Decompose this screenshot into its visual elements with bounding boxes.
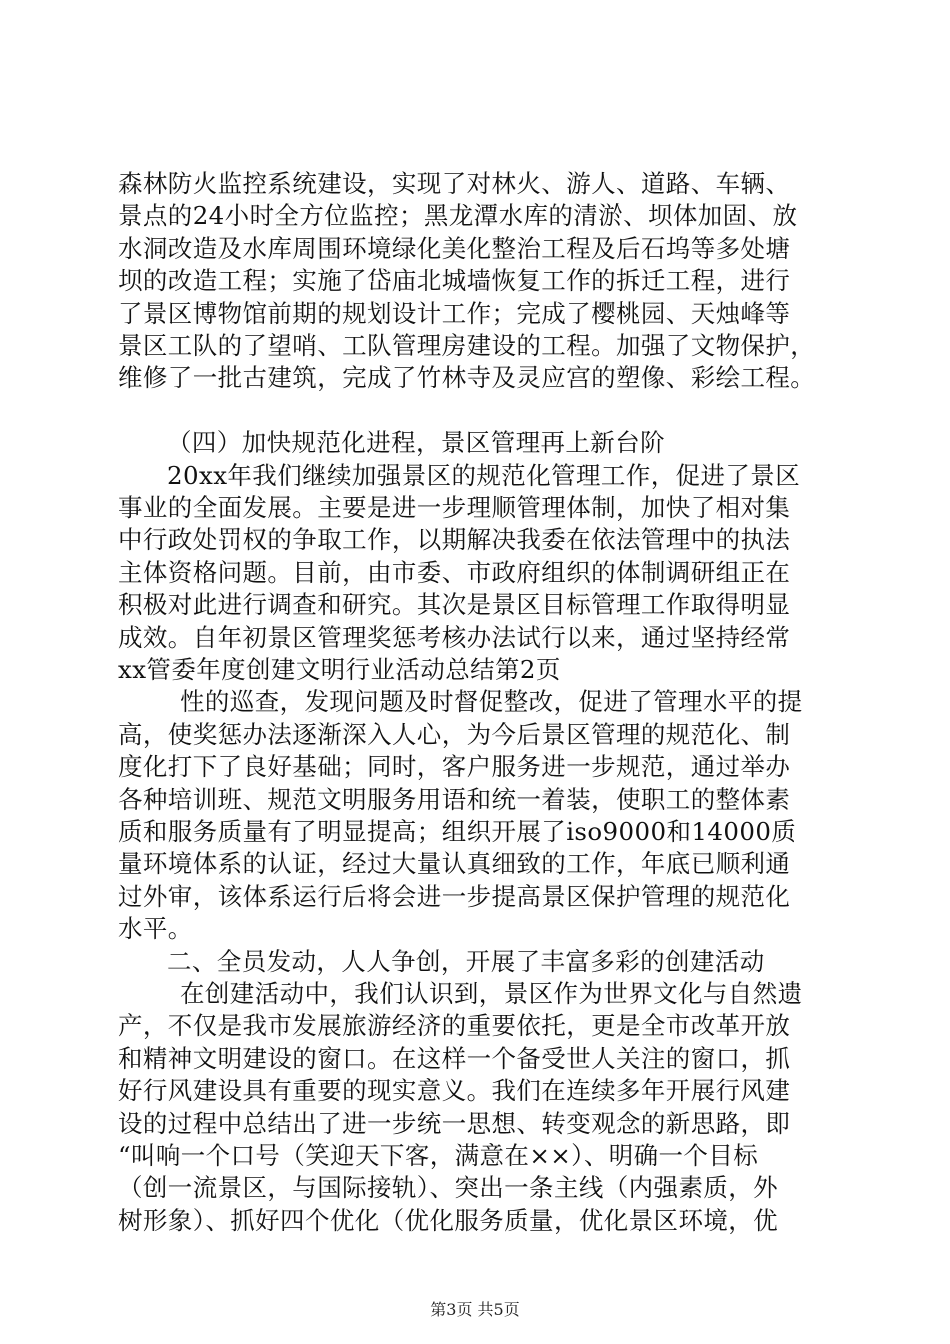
paragraph-2-line-1: 20xx年我们继续加强景区的规范化管理工作，促进了景区 xyxy=(167,461,801,490)
paragraph-1-line-7: 维修了一批古建筑，完成了竹林寺及灵应宫的塑像、彩绘工程。 xyxy=(118,363,816,392)
paragraph-3-line-8: 水平。 xyxy=(118,914,193,943)
paragraph-3-line-2: 高，使奖惩办法逐渐深入人心，为今后景区管理的规范化、制 xyxy=(118,720,791,749)
paragraph-4-line-3: 和精神文明建设的窗口。在这样一个备受世人关注的窗口，抓 xyxy=(118,1044,791,1073)
paragraph-1-line-6: 景区工队的了望哨、工队管理房建设的工程。加强了文物保护， xyxy=(118,331,816,360)
paragraph-3-line-1: 性的巡查，发现问题及时督促整改，促进了管理水平的提 xyxy=(180,687,803,716)
paragraph-4-line-5: 设的过程中总结出了进一步统一思想、转变观念的新思路，即 xyxy=(118,1109,791,1138)
paragraph-4-line-6: “叫响一个口号（笑迎天下客，满意在××）、明确一个目标 xyxy=(118,1141,759,1170)
paragraph-1-line-3: 水洞改造及水库周围环境绿化美化整治工程及后石坞等多处塘 xyxy=(118,234,791,263)
paragraph-1-line-4: 坝的改造工程；实施了岱庙北城墙恢复工作的拆迁工程，进行 xyxy=(118,266,791,295)
paragraph-1-line-1: 森林防火监控系统建设，实现了对林火、游人、道路、车辆、 xyxy=(118,169,791,198)
paragraph-2-line-5: 积极对此进行调查和研究。其次是景区目标管理工作取得明显 xyxy=(118,590,791,619)
paragraph-4-line-4: 好行风建设具有重要的现实意义。我们在连续多年开展行风建 xyxy=(118,1076,791,1105)
paragraph-4-line-8: 树形象）、抓好四个优化（优化服务质量，优化景区环境，优 xyxy=(118,1206,779,1235)
paragraph-3-line-5: 质和服务质量有了明显提高；组织开展了iso9000和14000质 xyxy=(118,817,797,846)
paragraph-4-line-1: 在创建活动中，我们认识到，景区作为世界文化与自然遗 xyxy=(180,979,803,1008)
section-4-heading: （四）加快规范化进程，景区管理再上新台阶 xyxy=(167,428,665,457)
paragraph-4-line-2: 产，不仅是我市发展旅游经济的重要依托，更是全市改革开放 xyxy=(118,1011,791,1040)
paragraph-1-line-2: 景点的24小时全方位监控；黑龙潭水库的清淤、坝体加固、放 xyxy=(118,201,798,230)
section-2-heading: 二、全员发动，人人争创，开展了丰富多彩的创建活动 xyxy=(167,947,765,976)
paragraph-4-line-7: （创一流景区，与国际接轨）、突出一条主线（内强素质，外 xyxy=(118,1173,779,1202)
paragraph-3-line-4: 各种培训班、规范文明服务用语和统一着装，使职工的整体素 xyxy=(118,785,791,814)
inline-page-title: xx管委年度创建文明行业活动总结第2页 xyxy=(118,655,561,684)
paragraph-2-line-4: 主体资格问题。目前，由市委、市政府组织的体制调研组正在 xyxy=(118,558,791,587)
paragraph-1-line-5: 了景区博物馆前期的规划设计工作；完成了樱桃园、天烛峰等 xyxy=(118,299,791,328)
paragraph-3-line-6: 量环境体系的认证，经过大量认真细致的工作，年底已顺利通 xyxy=(118,849,791,878)
paragraph-3-line-3: 度化打下了良好基础；同时，客户服务进一步规范，通过举办 xyxy=(118,752,791,781)
paragraph-2-line-2: 事业的全面发展。主要是进一步理顺管理体制，加快了相对集 xyxy=(118,493,791,522)
page-footer: 第3页 共5页 xyxy=(430,1300,520,1319)
paragraph-2-line-3: 中行政处罚权的争取工作，以期解决我委在依法管理中的执法 xyxy=(118,525,791,554)
paragraph-3-line-7: 过外审，该体系运行后将会进一步提高景区保护管理的规范化 xyxy=(118,882,791,911)
paragraph-2-line-6: 成效。自年初景区管理奖惩考核办法试行以来，通过坚持经常 xyxy=(118,623,791,652)
